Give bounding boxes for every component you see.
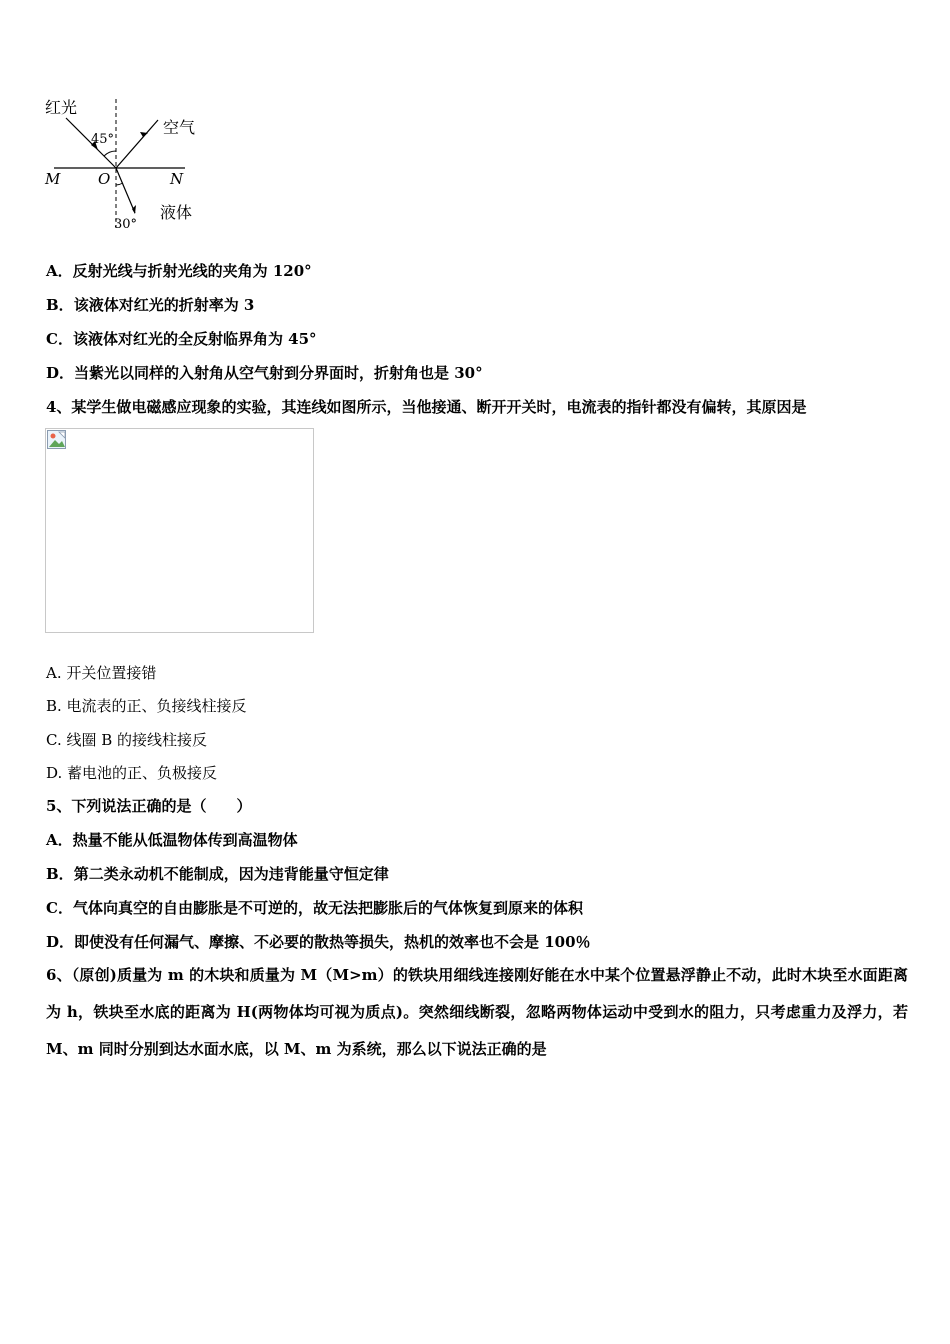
label-red-light: 红光 xyxy=(45,98,78,117)
q4-option-a: A. 开关位置接错 xyxy=(46,664,157,682)
refracted-ray xyxy=(116,168,135,213)
q3-option-a: A．反射光线与折射光线的夹角为 120° xyxy=(46,262,312,280)
q3-option-c: C．该液体对红光的全反射临界角为 45° xyxy=(46,330,317,348)
label-liquid: 液体 xyxy=(160,203,193,222)
label-angle-45: 45° xyxy=(91,132,115,147)
q4-option-c: C. 线圈 B 的接线柱接反 xyxy=(46,731,208,749)
q3-option-b: B．该液体对红光的折射率为 3 xyxy=(46,296,255,314)
q3-option-d: D．当紫光以同样的入射角从空气射到分界面时，折射角也是 30° xyxy=(46,364,483,382)
label-M: M xyxy=(45,170,61,188)
q6-stem: 6、（原创)质量为 m 的木块和质量为 M（M>m）的铁块用细线连接刚好能在水中某个位置悬浮静止不动，此时木块至水面距离为 h，铁块至水底的距离为 H(两物体均可视为质点)。突然细线断裂，忽略两物体运动中受到水的阻力，只考虑重力及浮力，若 M、m 同时分别到达水面水底，以 M、m 为系统，那么以下说法正确的是 xyxy=(46,966,908,1058)
angle-arc-30 xyxy=(116,183,123,185)
q5-stem: 5、下列说法正确的是（ ） xyxy=(46,797,252,815)
reflected-ray xyxy=(116,120,158,168)
q5-option-d: D．即使没有任何漏气、摩擦、不必要的散热等损失，热机的效率也不会是 100％ xyxy=(46,933,591,951)
label-angle-30: 30° xyxy=(114,217,138,232)
q5-option-b: B．第二类永动机不能制成，因为违背能量守恒定律 xyxy=(46,865,389,883)
q4-option-b: B. 电流表的正、负接线柱接反 xyxy=(46,697,247,715)
broken-image-icon xyxy=(47,430,66,449)
q5-option-c: C．气体向真空的自由膨胀是不可逆的，故无法把膨胀后的气体恢复到原来的体积 xyxy=(46,899,583,917)
q4-stem: 4、某学生做电磁感应现象的实验，其连线如图所示，当他接通、断开开关时，电流表的指针都没有偏转，其原因是 xyxy=(46,398,807,416)
label-N: N xyxy=(170,170,184,188)
q5-option-a: A．热量不能从低温物体传到高温物体 xyxy=(46,831,298,849)
circuit-image-placeholder xyxy=(45,428,314,633)
refraction-diagram xyxy=(40,95,210,235)
label-O: O xyxy=(98,170,111,188)
label-air: 空气 xyxy=(163,118,196,137)
angle-arc-45 xyxy=(104,151,116,156)
q4-option-d: D. 蓄电池的正、负极接反 xyxy=(46,764,218,782)
